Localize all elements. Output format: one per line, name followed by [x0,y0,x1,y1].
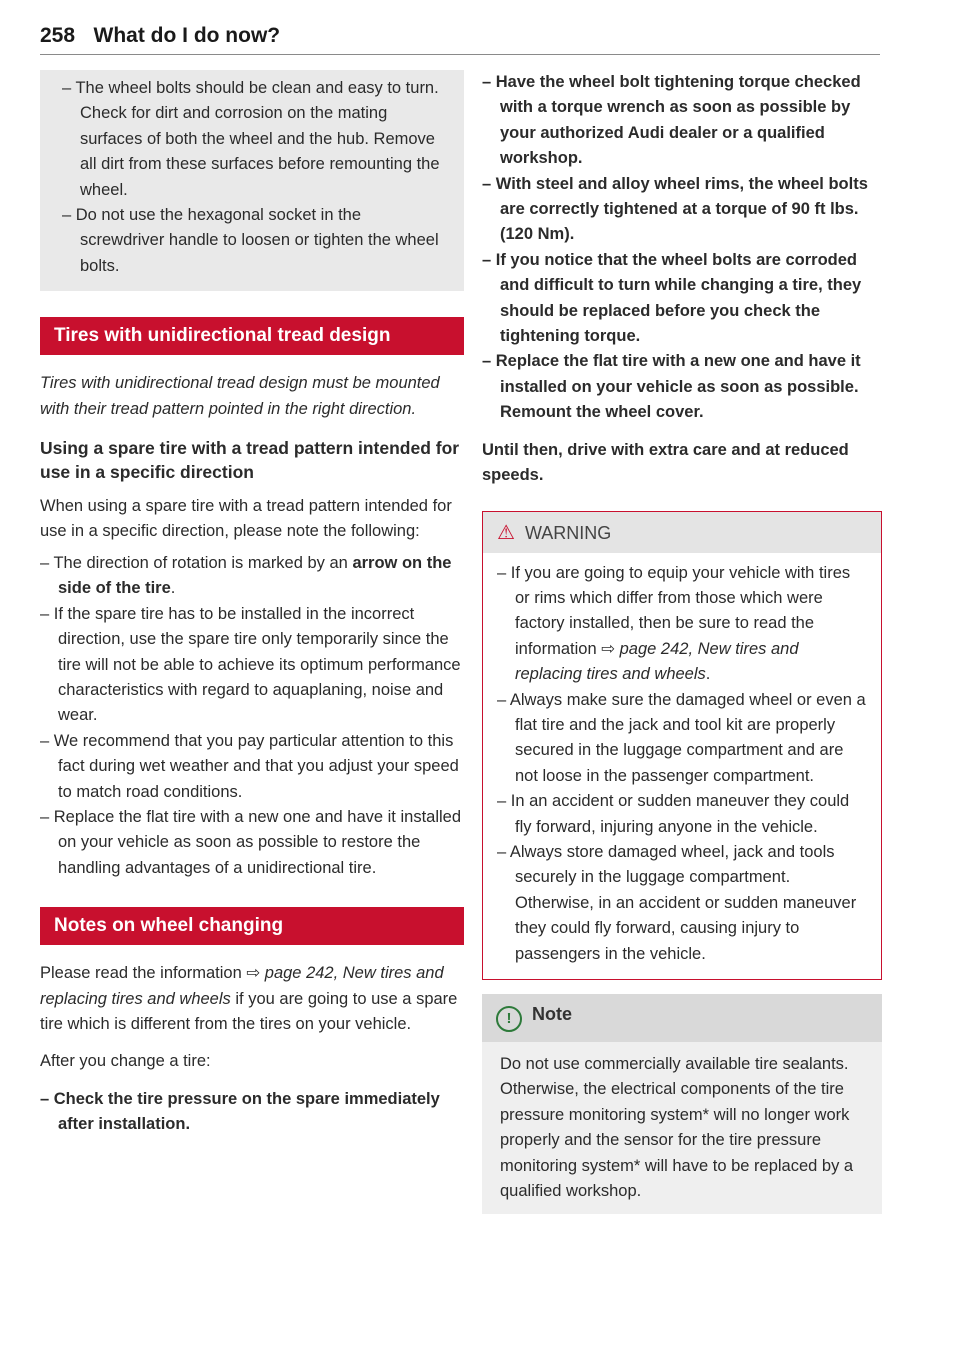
box-item-1: – The wheel bolts should be clean and easy to turn. Check for dirt and corrosion on the mating surfaces of both the wheel and the hub. Remove all dirt from these surfaces before remounting the wheel. [62,79,440,199]
bullet-torque-check: – Have the wheel bolt tightening torque checked with a torque wrench as soon as possible by your authorized Audi dealer or a qualified workshop. [482,73,861,168]
page-number: 258 [40,24,76,47]
warning-title: WARNING [524,522,612,543]
note-box [482,994,882,1214]
bullet-incorrect-direction: – If the spare tire has to be installed in the incorrect direction, use the spare tire only temporarily since the tire will not be able to achieve its optimum performance characteristics with regard to aquaplaning, noise and wear. [40,604,461,725]
continued-box [40,70,464,291]
bullet-replace-flat: – Replace the flat tire with a new one and have it installed on your vehicle as soon as possible to restore the handling advantages of a unidirectional tire. [40,807,462,877]
note-header [482,994,882,1042]
note-title: Note [532,1004,572,1024]
paragraph-read-info [40,961,464,1037]
warning-box [482,511,882,981]
section-heading-unidirectional: Tires with unidirectional tread design [40,317,464,355]
note-text: Do not use commercially available tire sealants. Otherwise, the electrical components of the tire pressure monitoring system* will no longer work properly and the sensor for the tire pressure monitoring system* will have to be replaced by a qualified workshop. [500,1055,854,1201]
page-header [40,24,880,55]
bullet-remount-cover: – Replace the flat tire with a new one and have it installed on your vehicle as soon as possible. Remount the wheel cover. [482,352,861,422]
bullet-direction [40,551,464,602]
para-text-end: if you are going to use a spare tire which is different from the tires on your vehicle. [40,989,458,1033]
warning-header [483,512,881,553]
right-column [482,70,882,1214]
section-intro: Tires with unidirectional tread design must be mounted with their tread pattern pointed in the right direction. [40,374,440,418]
page-reference-link[interactable]: page 242, New tires and replacing tires and wheels [515,639,799,684]
info-circle-icon: ! [496,1006,522,1032]
warning-body [483,553,881,980]
bullet-bold-text: arrow on the side of the tire [58,553,452,598]
page-title: What do I do now? [93,24,281,47]
para-text: Please read the information ⇨ [40,964,265,983]
note-body [482,1042,882,1214]
paragraph-after-change: After you change a tire: [40,1052,211,1071]
paragraph-spare-intro: When using a spare tire with a tread pattern intended for use in a specific direction, please note the following: [40,497,452,541]
bullet-check-pressure: – Check the tire pressure on the spare immediately after installation. [40,1089,440,1134]
warning-item-2: – Always make sure the damaged wheel or even a flat tire and the jack and tool kit are properly secured in the luggage compartment and are not loose in the passenger compartment. [497,690,866,785]
bullet-text: – The direction of rotation is marked by an [40,553,353,572]
page-reference-link[interactable]: page 242, New tires and replacing tires and wheels [40,964,444,1008]
warning-triangle-icon: ⚠ [497,521,515,544]
bullet-torque-value: – With steel and alloy wheel rims, the wheel bolts are correctly tightened at a torque of 90 ft lbs. (120 Nm). [482,174,868,244]
bullet-text-end: . [170,579,176,598]
paragraph-drive-care: Until then, drive with extra care and at reduced speeds. [482,440,849,485]
section-heading-wheel-changing: Notes on wheel changing [40,907,464,945]
warning-text-end: . [705,665,711,684]
warning-text: – If you are going to equip your vehicle with tires or rims which differ from those which were factory installed, then be sure to read the information ⇨ [497,563,851,658]
warning-item-1 [497,561,867,688]
subheading-spare-tire: Using a spare tire with a tread pattern intended for use in a specific direction [40,438,460,483]
bullet-wet-weather: – We recommend that you pay particular attention to this fact during wet weather and that you adjust your speed to match road conditions. [40,731,459,801]
box-item-2: – Do not use the hexagonal socket in the screwdriver handle to loosen or tighten the wheel bolts. [62,206,439,275]
left-column [40,70,464,1138]
warning-item-3: – In an accident or sudden maneuver they could fly forward, injuring anyone in the vehicle. [497,792,850,836]
warning-item-4: – Always store damaged wheel, jack and tools securely in the luggage compartment. Otherwise, in an accident or sudden maneuver they could fly forward, causing injury to passengers in the vehicle. [497,842,857,963]
bullet-corroded-bolts: – If you notice that the wheel bolts are corroded and difficult to turn while changing a tire, they should be replaced before you check the tightening torque. [482,250,862,346]
